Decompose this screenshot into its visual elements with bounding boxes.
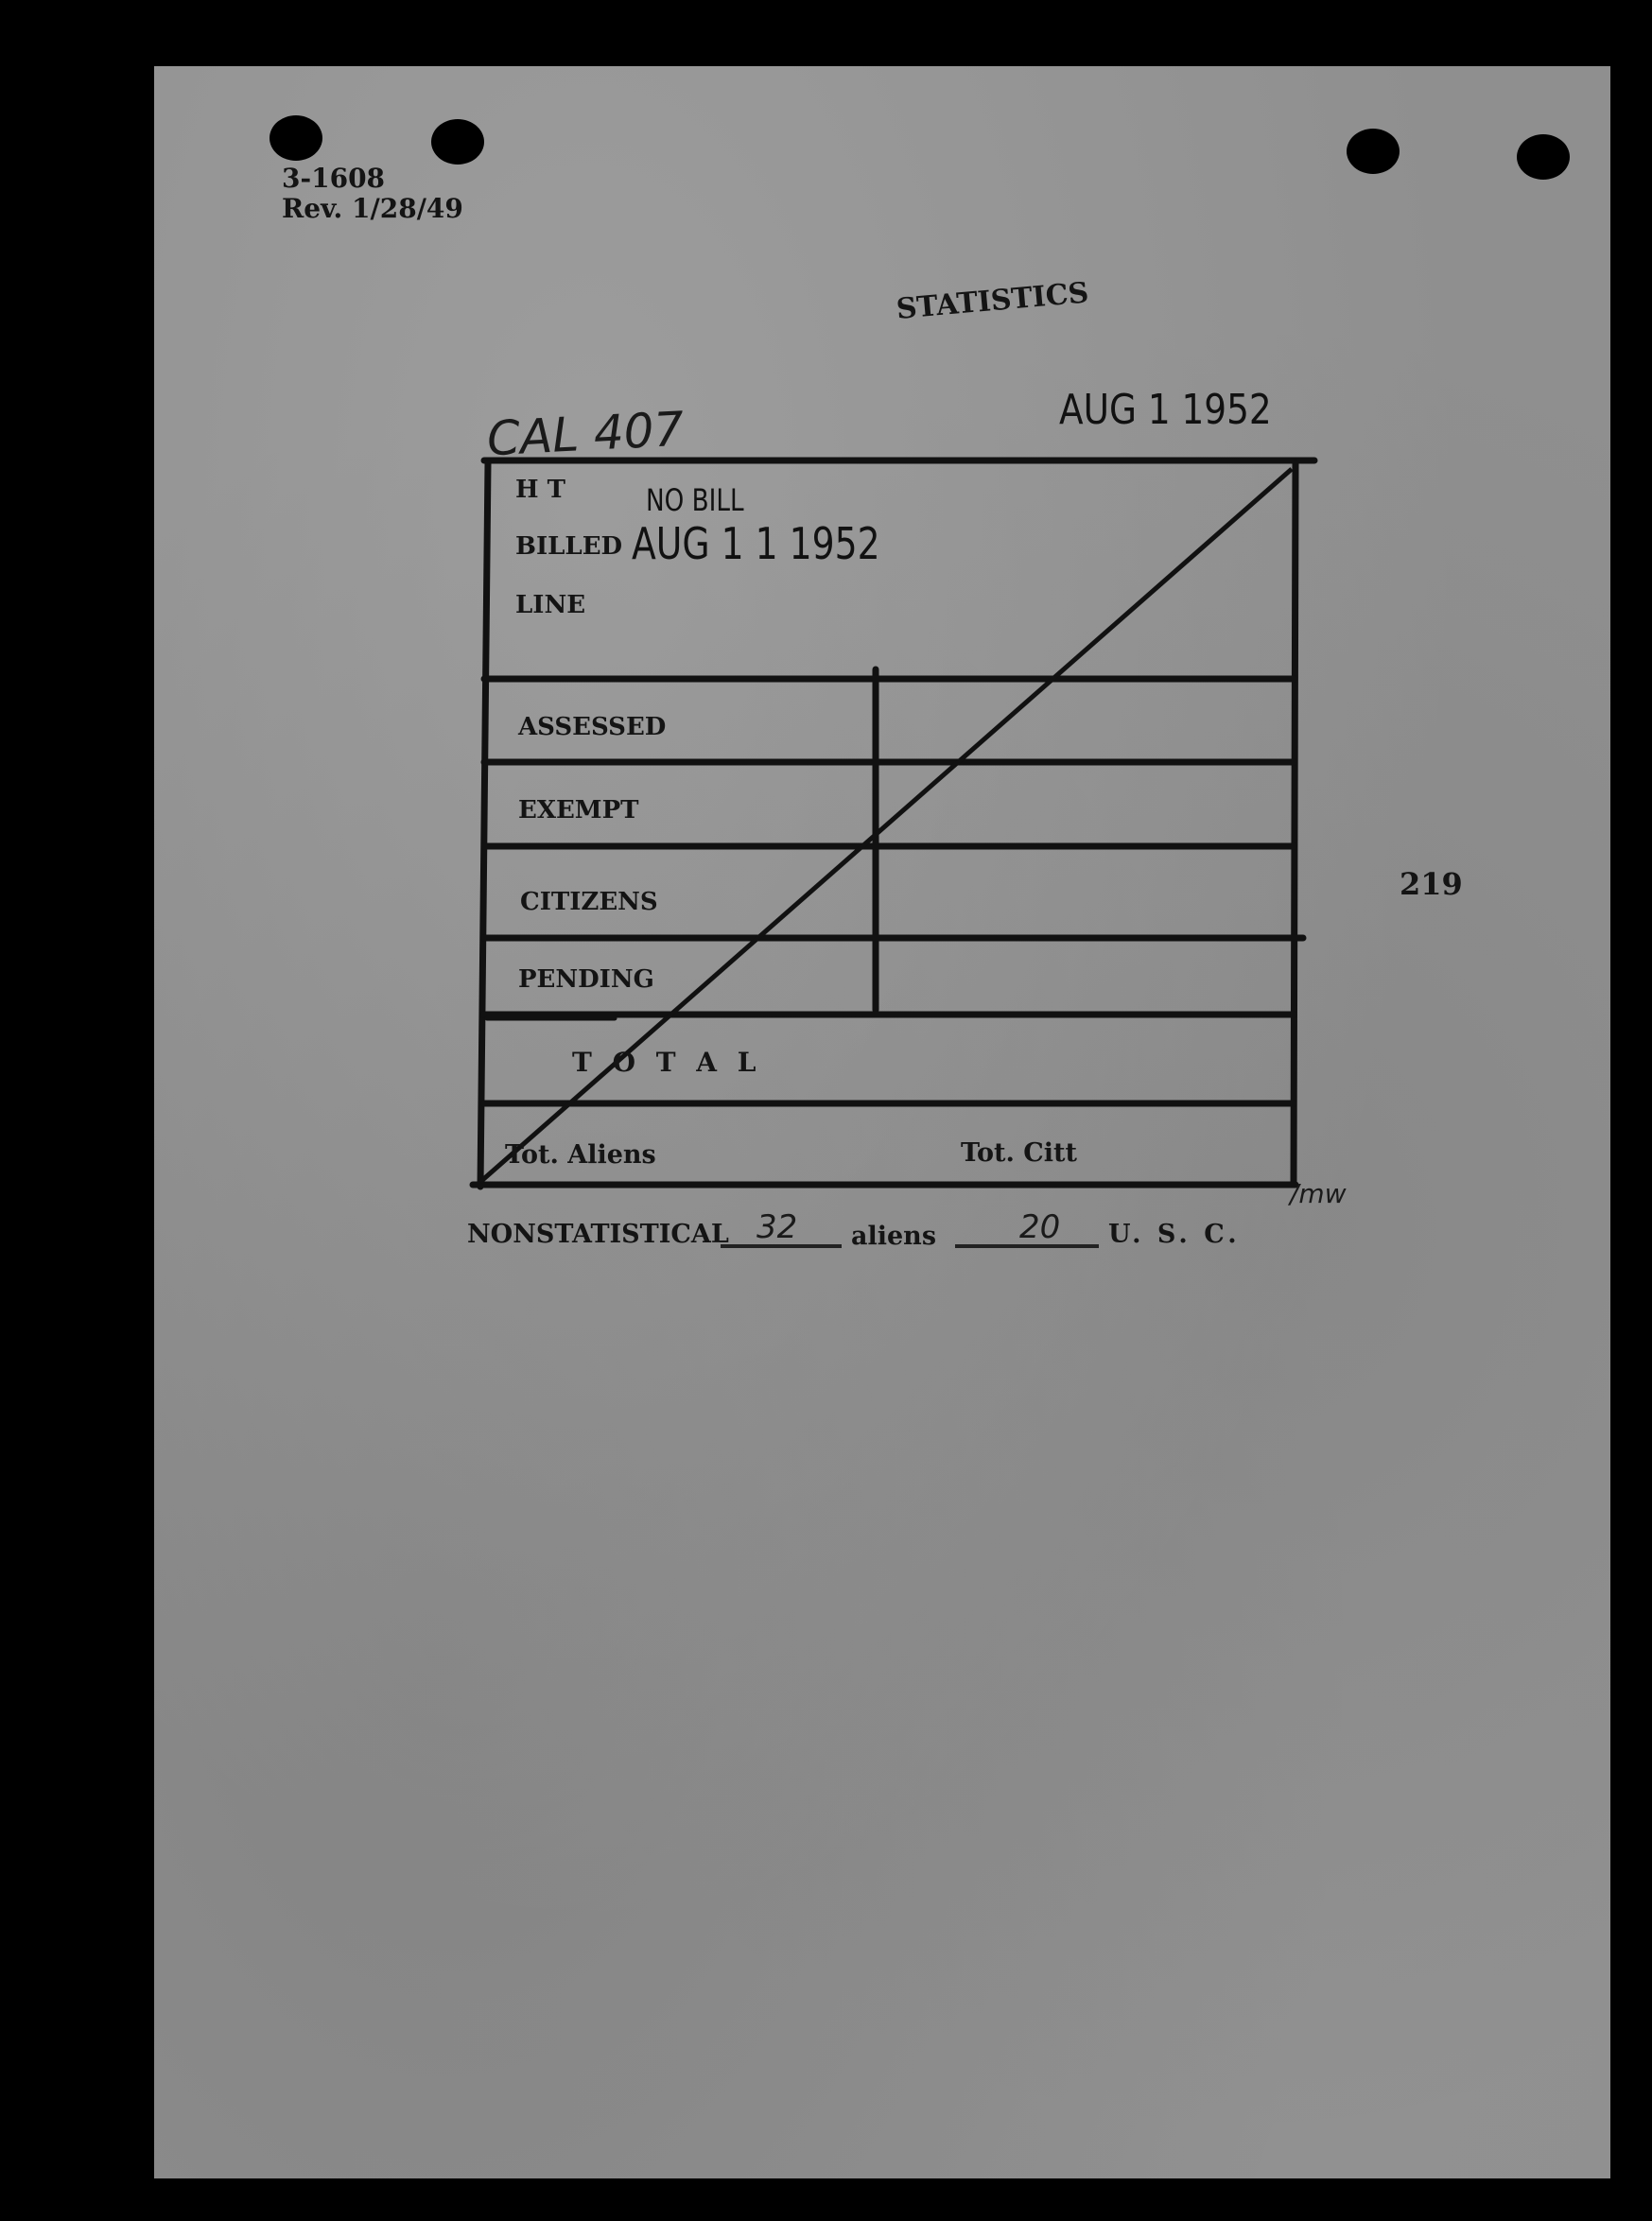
tot-aliens-label: Tot. Aliens bbox=[505, 1140, 656, 1170]
form-number: 3-1608 bbox=[282, 163, 386, 194]
line-label: LINE bbox=[515, 591, 586, 619]
exempt-label: EXEMPT bbox=[518, 796, 639, 824]
tot-citt-label: Tot. Citt bbox=[961, 1138, 1077, 1168]
date-stamp: AUG 1 1952 bbox=[1059, 386, 1272, 434]
revision-date: Rev. 1/28/49 bbox=[282, 193, 463, 224]
usc-count: 20 bbox=[1019, 1208, 1061, 1246]
handwritten-reference: CAL 407 bbox=[485, 401, 686, 467]
assessed-label: ASSESSED bbox=[518, 713, 667, 741]
statistics-stamp: STATISTICS bbox=[895, 276, 1090, 326]
nonstatistical-label: NONSTATISTICAL bbox=[467, 1220, 729, 1249]
aliens-count: 32 bbox=[756, 1208, 798, 1246]
billed-date-stamp: AUG 1 1 1952 bbox=[632, 518, 880, 569]
pending-label: PENDING bbox=[518, 965, 654, 994]
citizens-label: CITIZENS bbox=[520, 888, 658, 916]
initials: /mw bbox=[1290, 1178, 1347, 1209]
aliens-label: aliens bbox=[851, 1222, 937, 1251]
billed-label: BILLED bbox=[515, 532, 623, 561]
no-bill-stamp: NO BILL bbox=[646, 482, 744, 518]
total-label: T O T A L bbox=[572, 1047, 762, 1078]
side-number: 219 bbox=[1400, 866, 1463, 902]
usc-label: U. S. C. bbox=[1108, 1220, 1241, 1249]
ht-label: H T bbox=[515, 476, 565, 504]
